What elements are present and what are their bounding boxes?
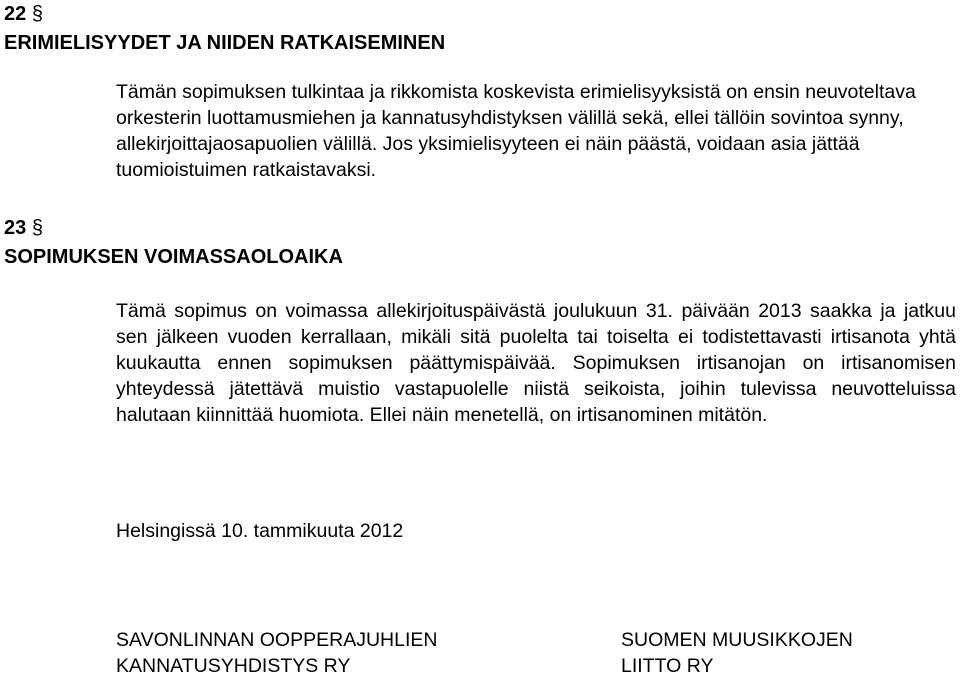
signatory-left-line1: SAVONLINNAN OOPPERAJUHLIEN [116, 629, 438, 651]
section-sign-icon: § [31, 3, 43, 25]
section-22-title: ERIMIELISYYDET JA NIIDEN RATKAISEMINEN [4, 32, 446, 54]
signatory-right-line1: SUOMEN MUUSIKKOJEN [621, 629, 853, 651]
section-22-paragraph: Tämän sopimuksen tulkintaa ja rikkomista koskevista erimielisyyksistä on ensin neuvoteltava orkesterin luottamusmiehen ja kannatusyhdistyksen välillä sekä, ellei tällöin sovintoa synny, allekirjoittajaosapuolien välillä. Jos yksimielisyyteen ei näin päästä, voidaan asia jättää tuomioistuimen ratkaistavaksi. [116, 81, 916, 181]
signatory-right [621, 627, 853, 679]
section-sign-icon: § [31, 217, 43, 239]
section-22-heading [4, 0, 445, 58]
section-23-title: SOPIMUKSEN VOIMASSAOLOAIKA [4, 246, 343, 268]
signatory-left [116, 627, 437, 679]
place-date: Helsingissä 10. tammikuuta 2012 [116, 520, 404, 542]
signatory-right-line2: LIITTO RY [621, 655, 714, 677]
section-22-number: 22 [4, 3, 27, 25]
section-23-paragraph: Tämä sopimus on voimassa allekirjoituspäivästä joulukuun 31. päivään 2013 saakka ja jatkuu sen jälkeen vuoden kerrallaan, mikäli sitä puolelta tai toiselta ei todistettavasti irtisanota yhtä kuukautta ennen sopimuksen päättymispäivää. Sopimuksen irtisanojan on irtisanomisen yhteydessä jätettävä muistio vastapuolelle niistä seikoista, joihin tulevissa neuvotteluissa halutaan kiinnittää huomiota. Ellei näin menetellä, on irtisanominen mitätön. [116, 300, 956, 426]
signatory-left-line2: KANNATUSYHDISTYS RY [116, 655, 351, 677]
section-23-number: 23 [4, 217, 27, 239]
section-23-heading [4, 214, 343, 272]
